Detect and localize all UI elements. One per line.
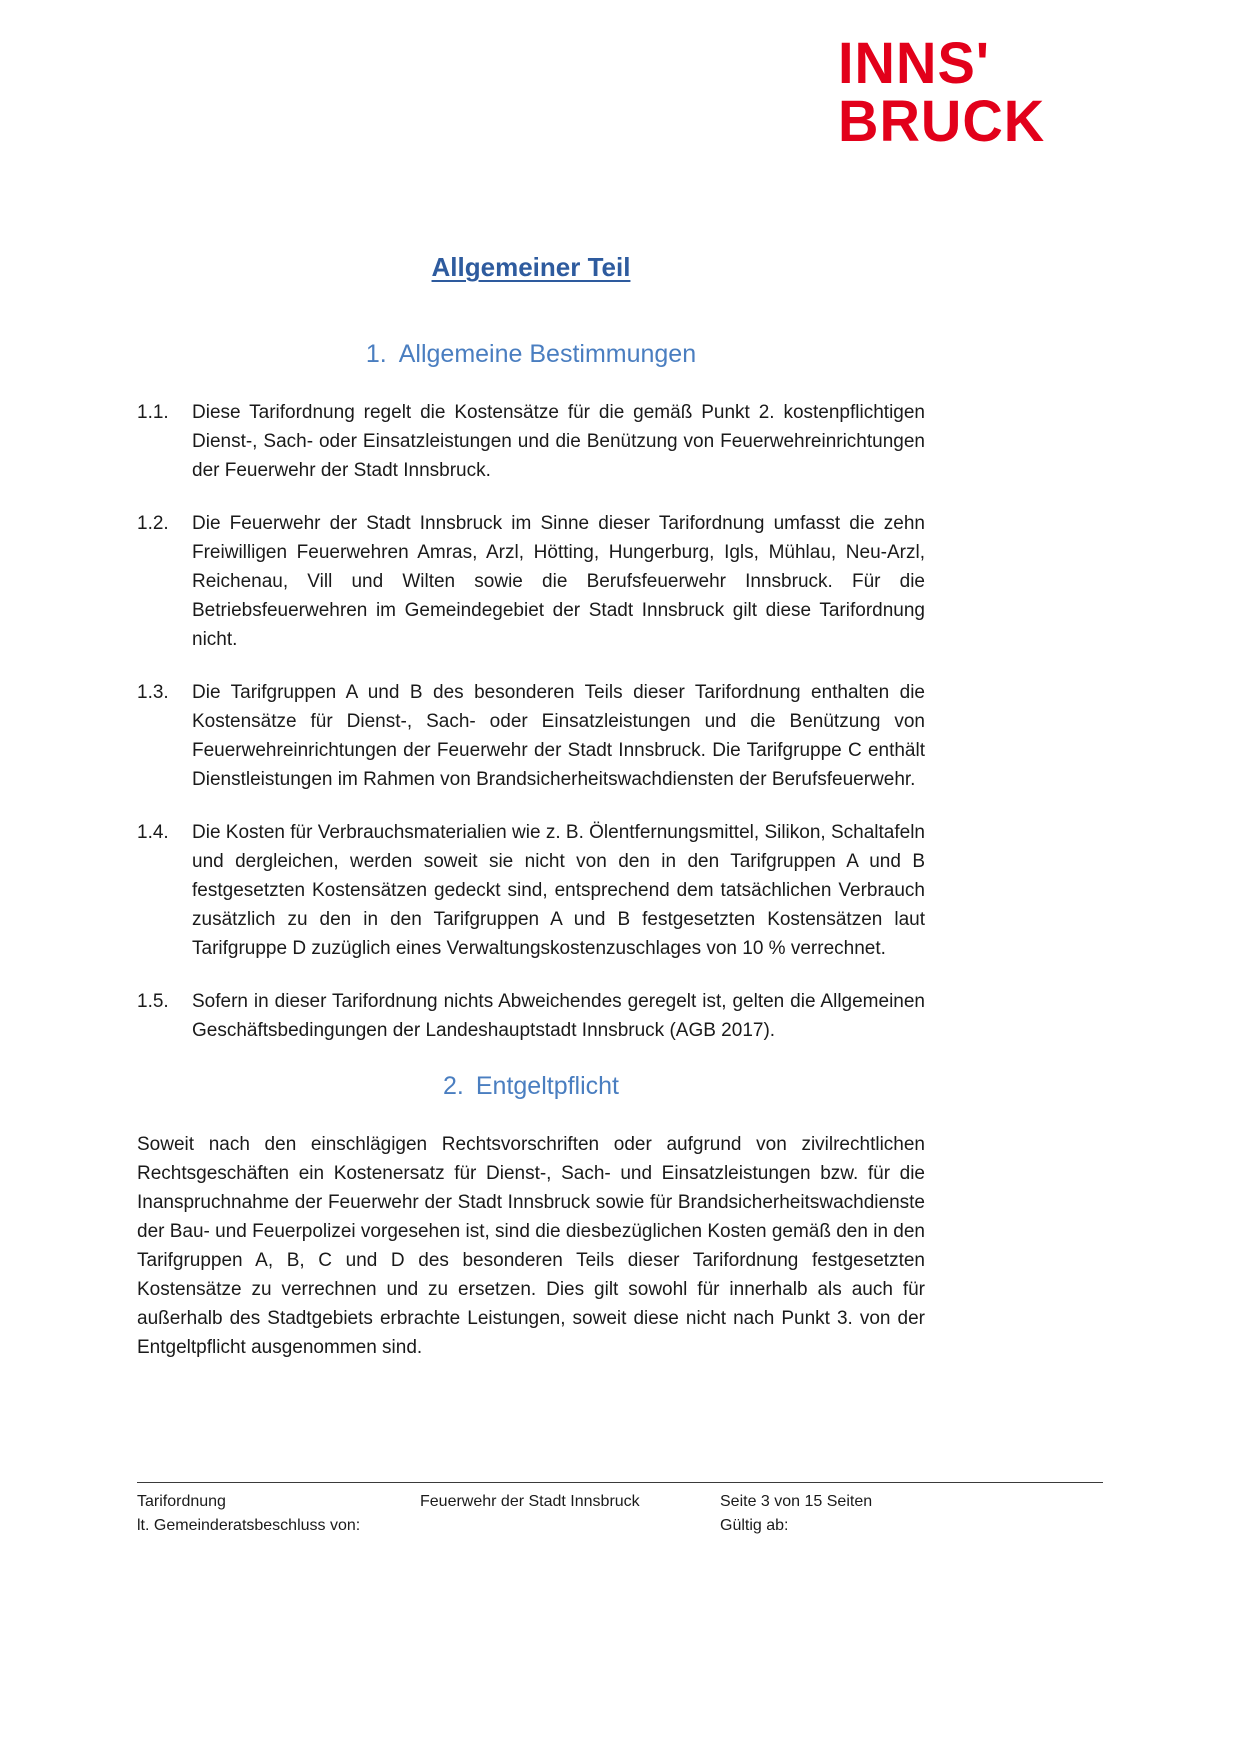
section-1-number: 1.: [365, 340, 387, 368]
item-number: 1.2.: [137, 513, 169, 534]
page-footer: [137, 1482, 1103, 1538]
item-number: 1.1.: [137, 402, 169, 423]
item-text: Die Kosten für Verbrauchsmaterialien wie z. B. Ölentfernungsmittel, Silikon, Schaltafeln und dergleichen, werden soweit sie nicht von den in den Tarifgruppen A und B festgesetzten Kostensätzen gedeckt sind, entsprechend dem tatsächlichen Verbrauch zusätzlich zu den in den Tarifgruppen A und B festgesetzten Kostensätzen laut Tarifgruppe D zuzüglich eines Verwaltungskostenzuschlages von 10 % verrechnet.: [192, 822, 925, 959]
item-number: 1.5.: [137, 991, 169, 1012]
list-item-1-3: [137, 678, 925, 794]
item-text: Sofern in dieser Tarifordnung nichts Abweichendes geregelt ist, gelten die Allgemeinen Geschäftsbedingungen der Landeshauptstadt Innsbruck (AGB 2017).: [192, 991, 925, 1041]
section-2-paragraph: Soweit nach den einschlägigen Rechtsvorschriften oder aufgrund von zivilrechtlichen Rechtsgeschäften ein Kostenersatz für Dienst-, Sach- und Einsatzleistungen bzw. für die Inanspruchnahme der Feuerwehr der Stadt Innsbruck sowie für Brandsicherheitswachdienste der Bau- und Feuerpolizei vorgesehen ist, sind die diesbezüglichen Kosten gemäß den in den Tarifgruppen A, B, C und D des besonderen Teils dieser Tarifordnung festgesetzten Kostensätze zu verrechnen und zu ersetzen. Dies gilt sowohl für innerhalb als auch für außerhalb des Stadtgebiets erbrachte Leistungen, soweit diese nicht nach Punkt 3. von der Entgeltpflicht ausgenommen sind.: [137, 1134, 925, 1358]
logo-line-2: BRUCK: [838, 87, 1046, 154]
document-title: Allgemeiner Teil: [431, 252, 631, 282]
list-item-1-5: [137, 987, 925, 1045]
footer-center-column: [420, 1490, 720, 1538]
list-item-1-1: [137, 398, 925, 485]
item-number: 1.3.: [137, 682, 169, 703]
section-1-title: Allgemeine Bestimmungen: [398, 340, 697, 368]
footer-right-column: [720, 1490, 1103, 1538]
footer-left-column: [137, 1490, 420, 1538]
footer-organization: Feuerwehr der Stadt Innsbruck: [420, 1493, 640, 1510]
section-2-number: 2.: [443, 1072, 464, 1100]
item-text: Die Tarifgruppen A und B des besonderen Teils dieser Tarifordnung enthalten die Kostensätze für Dienst-, Sach- oder Einsatzleistungen und die Benützung von Feuerwehreinrichtungen der Feuerwehr der Stadt Innsbruck. Die Tarifgruppe C enthält Dienstleistungen im Rahmen von Brandsicherheitswachdiensten der Berufsfeuerwehr.: [192, 682, 925, 790]
footer-doc-name: Tarifordnung: [137, 1493, 226, 1510]
list-item-1-4: [137, 818, 925, 963]
section-2-title: Entgeltpflicht: [475, 1072, 619, 1100]
footer-valid-from: Gültig ab:: [720, 1517, 789, 1534]
footer-page-number: Seite 3 von 15 Seiten: [720, 1493, 873, 1510]
document-body: [137, 0, 925, 1362]
section-heading-2: [137, 1073, 925, 1100]
logo-line-1: INNS': [838, 29, 991, 96]
section-heading-1: [137, 341, 925, 368]
item-text: Die Feuerwehr der Stadt Innsbruck im Sinne dieser Tarifordnung umfasst die zehn Freiwilligen Feuerwehren Amras, Arzl, Hötting, Hungerburg, Igls, Mühlau, Neu-Arzl, Reichenau, Vill und Wilten sowie die Berufsfeuerwehr Innsbruck. Für die Betriebsfeuerwehren im Gemeindegebiet der Stadt Innsbruck gilt diese Tarifordnung nicht.: [192, 513, 925, 650]
item-number: 1.4.: [137, 822, 169, 843]
footer-resolution-note: lt. Gemeinderatsbeschluss von:: [137, 1517, 361, 1534]
item-text: Diese Tarifordnung regelt die Kostensätze für die gemäß Punkt 2. kostenpflichtigen Dienst-, Sach- oder Einsatzleistungen und die Benützung von Feuerwehreinrichtungen der Feuerwehr der Stadt Innsbruck.: [192, 402, 925, 481]
list-item-1-2: [137, 509, 925, 654]
